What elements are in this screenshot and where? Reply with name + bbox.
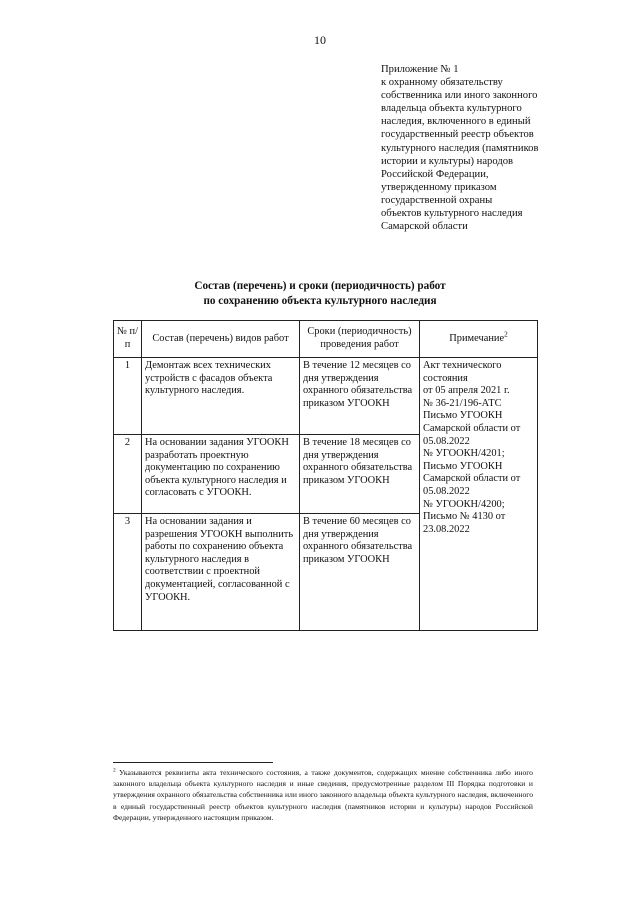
appendix-header [381,63,601,233]
note-line: № УГООКН/4200; [423,498,505,510]
table-row [114,358,538,435]
row-num: 1 [114,358,142,435]
footnote-number: 2 [113,767,116,774]
header-num: № п/п [114,321,142,358]
header-terms: Сроки (периодичность) проведения работ [300,321,420,358]
appendix-line: собственника или иного законного [381,90,538,102]
row-terms: В течение 18 месяцев со дня утверждения охранного обязательства приказом УГООКН [300,435,420,514]
row-works: На основании задания и разрешения УГООКН выполнить работы по сохранению объекта культурного наследия в соответствии с проектной документацией, согласованной с УГООКН. [142,514,300,631]
row-note [420,358,538,631]
header-note-label: Примечание [449,332,505,344]
note-line: № УГООКН/4201; [423,448,505,460]
appendix-line: культурного наследия (памятников [381,142,539,154]
note-line: Самарской области от [423,422,521,434]
header-note [420,321,538,358]
note-line: от 05 апреля 2021 г. [423,385,510,397]
table-header-row [114,321,538,358]
appendix-line: объектов культурного наследия [381,208,523,220]
note-list [423,360,534,536]
note-line: 23.08.2022 [423,523,470,535]
appendix-line: истории и культуры) народов [381,155,514,167]
appendix-line: государственный реестр объектов [381,129,534,141]
row-works: На основании задания УГООКН разработать проектную документацию по сохранению объекта культурного наследия и согласовать с УГООКН. [142,435,300,514]
row-works: Демонтаж всех технических устройств с фасадов объекта культурного наследия. [142,358,300,435]
document-title [0,279,640,308]
header-works: Состав (перечень) видов работ [142,321,300,358]
note-line: 05.08.2022 [423,435,470,447]
appendix-line: государственной охраны [381,194,493,206]
note-line: Письмо № 4130 от [423,511,506,523]
page-number: 10 [314,33,326,47]
appendix-line: к охранному обязательству [381,77,503,89]
note-line: Письмо УГООКН [423,410,503,422]
note-line: 05.08.2022 [423,485,470,497]
note-line: Письмо УГООКН [423,460,503,472]
appendix-line: утвержденному приказом [381,181,497,193]
row-terms: В течение 60 месяцев со дня утверждения охранного обязательства приказом УГООКН [300,514,420,631]
row-num: 2 [114,435,142,514]
footnote-divider [113,762,273,763]
note-line: Акт технического состояния [423,360,502,384]
title-line: Состав (перечень) и сроки (периодичность) работ [194,280,446,292]
appendix-line: владельца объекта культурного [381,103,522,115]
note-line: № 36-21/196-АТС [423,397,502,409]
row-num: 3 [114,514,142,631]
footnote [113,767,533,823]
row-terms: В течение 12 месяцев со дня утверждения охранного обязательства приказом УГООКН [300,358,420,435]
note-line: Самарской области от [423,473,521,485]
appendix-line: Самарской области [381,221,468,233]
footnote-text: Указываются реквизиты акта технического состояния, а также документов, содержащих мнение собственника либо иного законного владельца объекта культурного наследия и иные сведения, предусмотренные разделом III Порядка подготовки и утверждения охранного обязательства собственника или иного законного владельца объекта культурного наследия, включенного в единый государственный реестр объектов культурного наследия (памятников истории и культуры) народов Российской Федерации, утвержденного настоящим приказом. [113,768,533,822]
appendix-line: Российской Федерации, [381,168,489,180]
appendix-line: Приложение № 1 [381,64,459,75]
title-line: по сохранению объекта культурного наследия [203,294,437,307]
footnote-mark: 2 [504,330,508,339]
works-table [113,320,538,631]
appendix-line: наследия, включенного в единый [381,116,531,128]
